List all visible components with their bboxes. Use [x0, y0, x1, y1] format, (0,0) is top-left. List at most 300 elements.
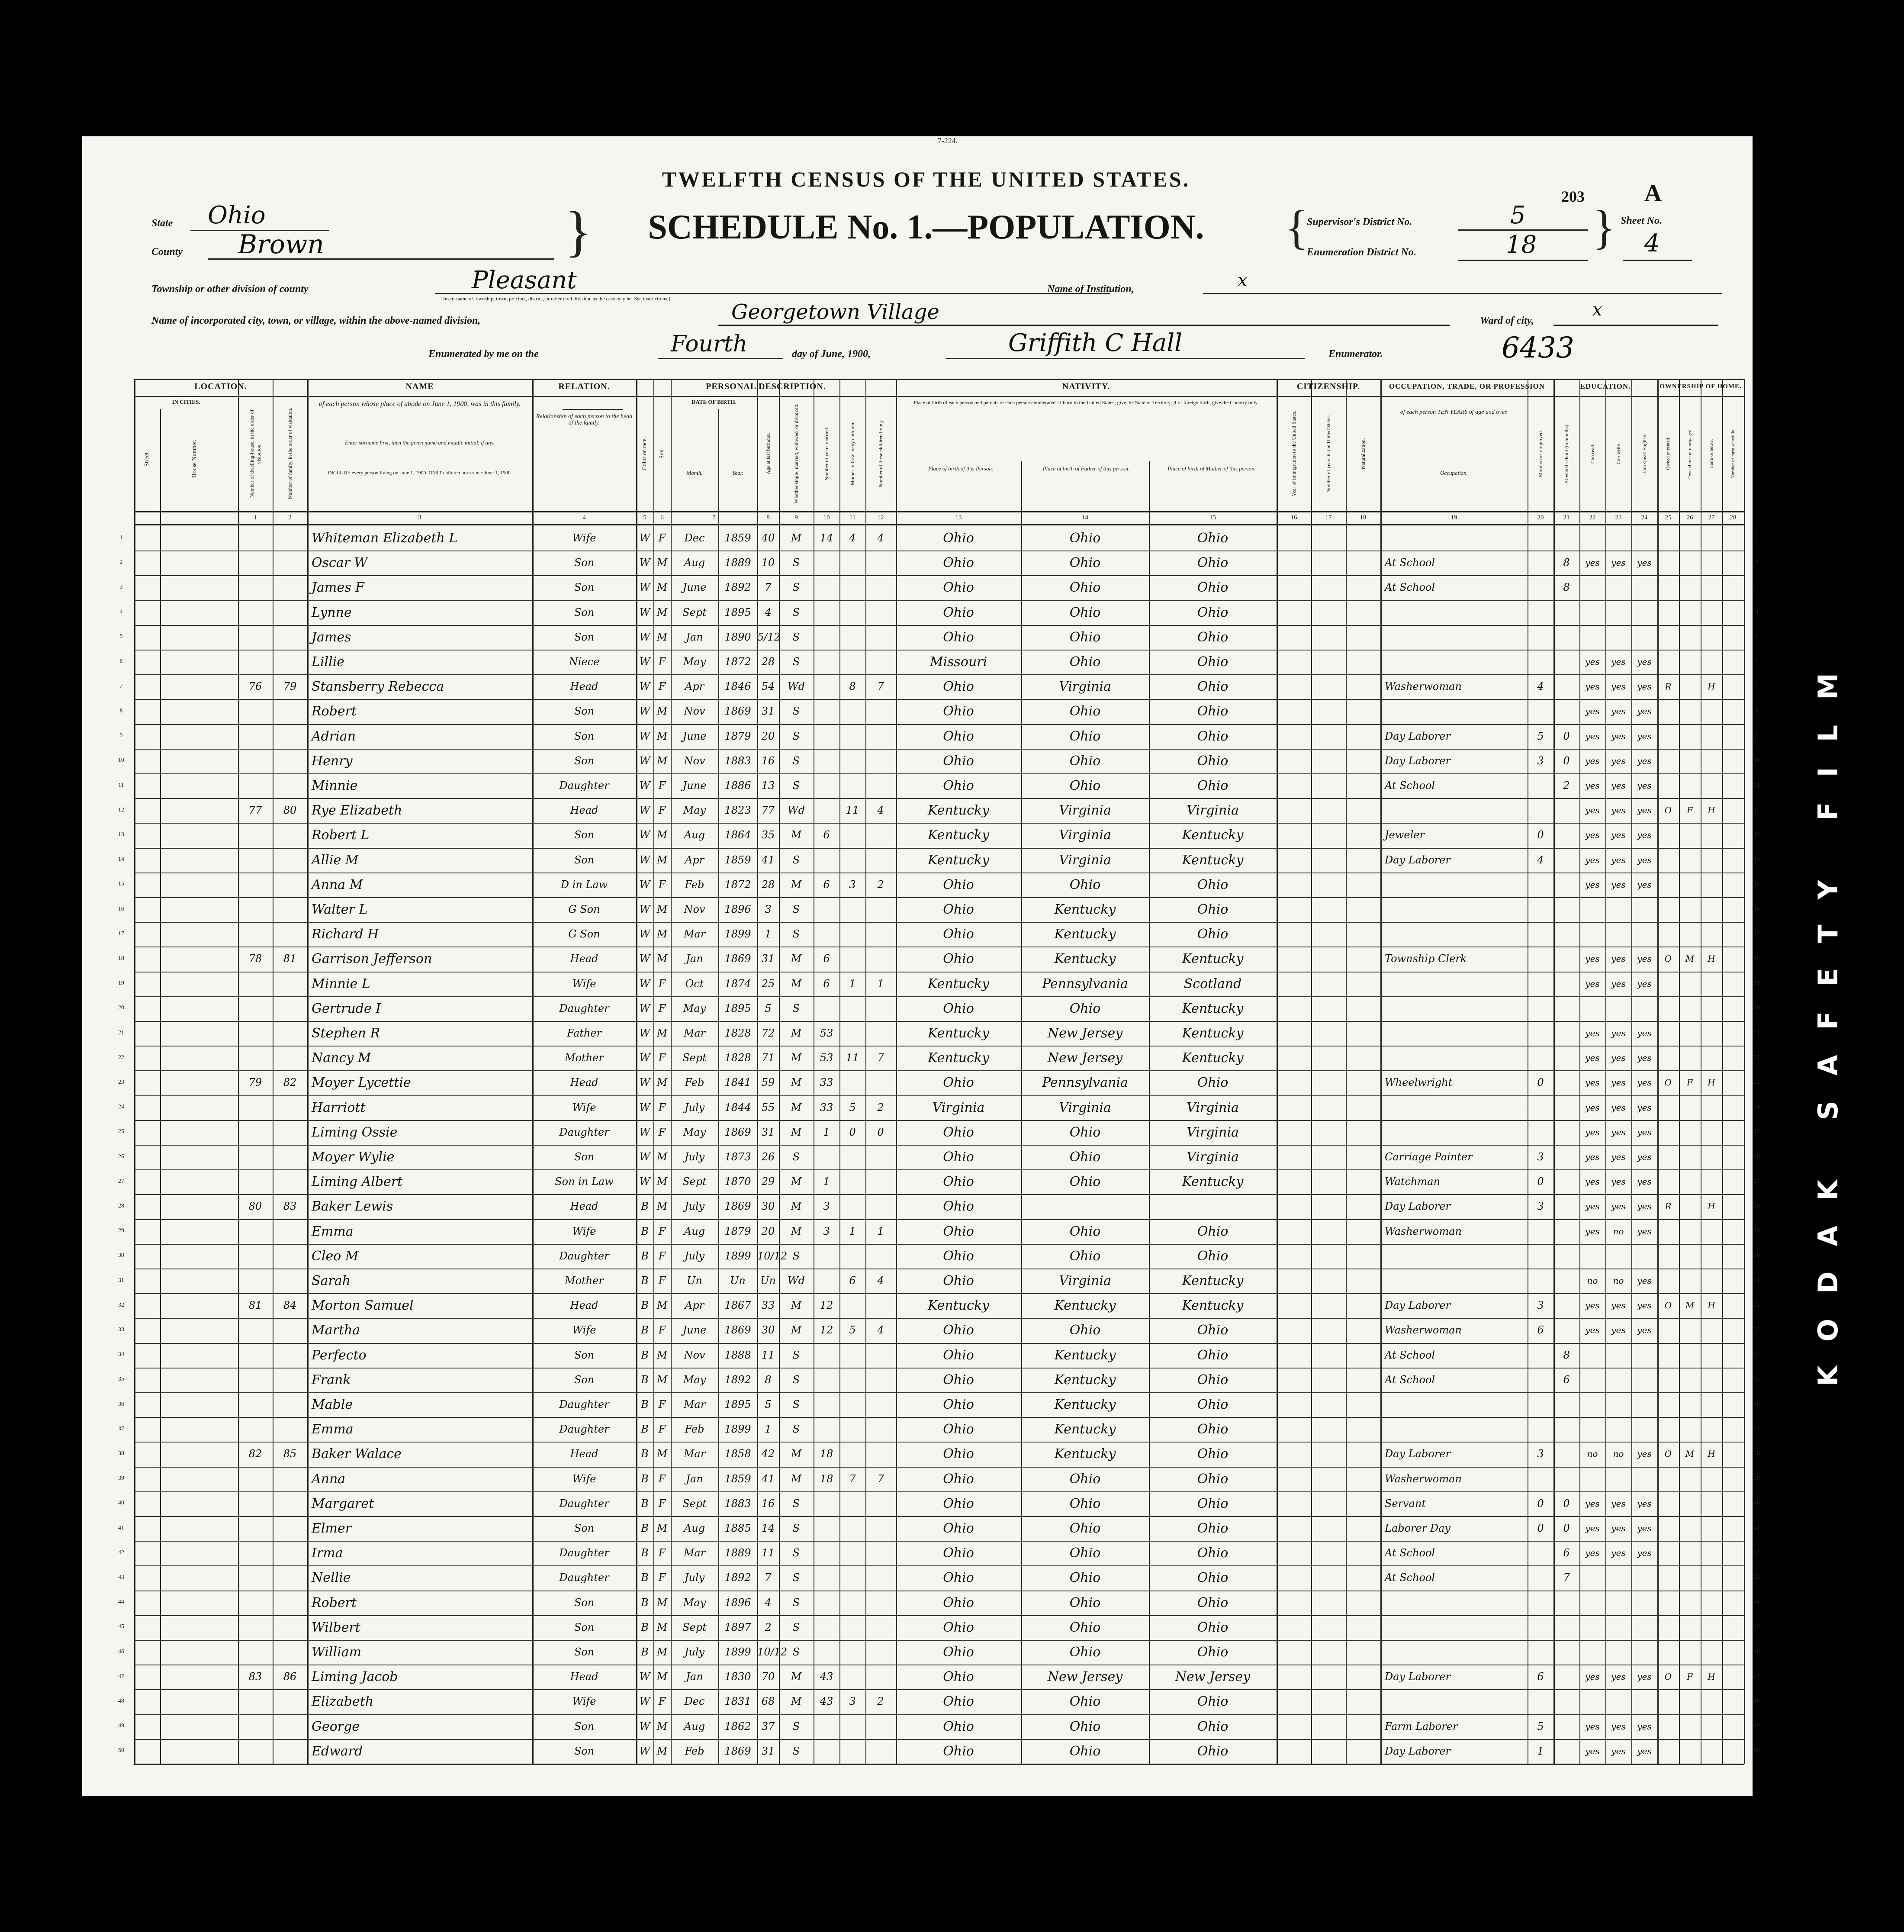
cell-birth-father: Ohio: [1069, 1001, 1101, 1016]
cell-month: Aug: [684, 1522, 705, 1534]
cell-english: [1631, 1615, 1657, 1640]
cell-family: 80: [283, 804, 297, 817]
line-number: 6: [119, 658, 123, 665]
cell-age: 16: [761, 754, 775, 767]
cell-owned: [1657, 1046, 1679, 1070]
cell-owned: [1657, 773, 1679, 798]
table-row: [82, 1640, 1753, 1665]
cell-living: 7: [877, 1472, 884, 1485]
cell-sex: F: [658, 1324, 666, 1336]
cell-farm: [1701, 1368, 1722, 1392]
cell-free: [1679, 1714, 1701, 1739]
cell-year: 1859: [724, 1472, 751, 1485]
cell-birth-mother: Virginia: [1187, 1150, 1239, 1165]
cell-owned: [1657, 1739, 1679, 1764]
cell-relation: Daughter: [559, 1571, 609, 1584]
cell-yrs-married: [814, 1565, 839, 1590]
cell-mother-of: [839, 1739, 865, 1764]
cell-relation: Son: [574, 557, 595, 569]
cell-school: 0: [1563, 730, 1570, 742]
cell-family: [273, 972, 307, 996]
cell-marital: S: [792, 1373, 800, 1386]
cell-write: [1605, 1343, 1631, 1368]
cell-year: 1869: [724, 953, 751, 965]
cell-month: May: [683, 1596, 706, 1609]
cell-name: Rye Elizabeth: [312, 803, 402, 818]
cell-free: [1679, 1491, 1701, 1516]
line-number: 16: [1754, 905, 1760, 912]
cell-name: Anna: [312, 1471, 346, 1487]
film-edge-text: KODAK SAFETY FILM: [1812, 648, 1844, 1386]
cell-write: yes: [1611, 1721, 1626, 1732]
cell-free: [1679, 1640, 1701, 1665]
cell-school: [1553, 848, 1579, 873]
cell-birth-person: Ohio: [943, 629, 974, 645]
cell-school: [1553, 947, 1579, 971]
cell-birth-mother: Kentucky: [1182, 828, 1244, 843]
cell-relation: Son: [574, 1621, 595, 1633]
table-row: [82, 724, 1753, 749]
cell-dwelling: [238, 1565, 273, 1590]
cell-dwelling: [238, 773, 273, 798]
cell-month: Feb: [685, 1745, 704, 1757]
cell-marital: M: [791, 1027, 802, 1039]
line-number: 15: [118, 881, 124, 888]
cell-school: 2: [1563, 779, 1570, 792]
cell-owned: [1657, 1244, 1679, 1269]
cell-age: 72: [761, 1027, 775, 1039]
cell-relation: Wife: [572, 1695, 596, 1708]
line-number: 43: [1754, 1574, 1760, 1581]
cell-family: [273, 1491, 307, 1516]
cell-color: W: [639, 631, 650, 643]
cell-write: [1605, 1615, 1631, 1640]
cell-yrs-married: 1: [823, 1175, 830, 1188]
cell-living: [865, 1541, 896, 1565]
line-number: 4: [1755, 609, 1759, 615]
cell-birth-person: Ohio: [943, 1273, 974, 1288]
cell-school: [1553, 1318, 1579, 1343]
cell-free: [1679, 1689, 1701, 1714]
cell-free: [1679, 600, 1701, 625]
cell-write: yes: [1611, 1127, 1626, 1137]
cell-relation: Head: [570, 953, 598, 965]
cell-write: [1605, 1368, 1631, 1392]
cell-free: [1679, 1343, 1701, 1368]
cell-english: yes: [1637, 1077, 1652, 1088]
column-number: 6: [660, 514, 664, 521]
cell-family: [273, 1021, 307, 1046]
cell-farm: [1701, 1169, 1722, 1194]
cell-months-unemployed: [1528, 996, 1553, 1021]
cell-age: 13: [761, 779, 775, 792]
cell-read: yes: [1585, 1721, 1600, 1732]
cell-write: yes: [1611, 1300, 1626, 1311]
cell-month: June: [682, 1324, 707, 1336]
cell-marital: S: [792, 853, 800, 866]
cell-read: yes: [1585, 1325, 1600, 1336]
cell-name: Oscar W: [312, 555, 368, 571]
group-ownership: OWNERSHIP OF HOME.: [1660, 383, 1742, 390]
cell-occupation: Day Laborer: [1385, 1448, 1451, 1460]
table-row: [82, 650, 1753, 674]
cell-family: [273, 749, 307, 773]
cell-birth-father: Ohio: [1069, 704, 1101, 719]
cell-year: 1879: [724, 730, 751, 742]
cell-months-unemployed: [1528, 1467, 1553, 1491]
line-number: 22: [118, 1054, 124, 1061]
cell-mother-of: 3: [849, 878, 856, 891]
cell-marital: M: [791, 1200, 802, 1213]
column-number: 27: [1708, 514, 1715, 521]
cell-farm: [1701, 972, 1722, 996]
cell-birth-mother: Kentucky: [1182, 1273, 1244, 1288]
cell-dwelling: [238, 996, 273, 1021]
cell-family: [273, 1541, 307, 1565]
cell-month: Nov: [684, 705, 705, 718]
cell-color: W: [639, 606, 650, 618]
table-row: [82, 1565, 1753, 1590]
cell-birth-father: Virginia: [1059, 1273, 1111, 1288]
cell-read: yes: [1585, 1498, 1600, 1509]
table-row: [82, 823, 1753, 847]
cell-write: yes: [1611, 731, 1626, 741]
cell-year: 1885: [724, 1522, 751, 1534]
line-number: 15: [1754, 881, 1760, 888]
cell-birth-mother: Ohio: [1197, 1694, 1229, 1710]
cell-family: [273, 1739, 307, 1764]
cell-yrs-married: 1: [823, 1126, 830, 1138]
cell-owned: [1657, 699, 1679, 724]
cell-owned: [1657, 1392, 1679, 1417]
cell-name: Emma: [312, 1422, 354, 1437]
cell-color: B: [641, 1225, 649, 1237]
cell-farm: [1701, 600, 1722, 625]
cell-dwelling: [238, 823, 273, 847]
cell-year: 1846: [724, 680, 751, 693]
cell-living: [865, 1368, 896, 1392]
cell-birth-mother: Ohio: [1197, 704, 1229, 719]
cell-living: [865, 724, 896, 749]
cell-living: [865, 1145, 896, 1169]
cell-birth-person: Ohio: [943, 1446, 974, 1462]
cell-month: Sept: [682, 1497, 707, 1510]
cell-farm: [1701, 1516, 1722, 1541]
cell-family: [273, 699, 307, 724]
cell-family: [273, 600, 307, 625]
cell-dwelling: [238, 1467, 273, 1491]
cell-relation: Daughter: [559, 1398, 609, 1410]
cell-free: [1679, 1169, 1701, 1194]
cell-occupation: At School: [1385, 1547, 1435, 1559]
cell-family: [273, 1145, 307, 1169]
cell-sex: F: [658, 1571, 666, 1584]
line-number: 44: [1754, 1599, 1760, 1606]
cell-owned: [1657, 1541, 1679, 1565]
cell-school: [1553, 1665, 1579, 1689]
cell-farm: [1701, 575, 1722, 600]
cell-read: [1579, 1689, 1605, 1714]
cell-birth-person: Ohio: [943, 1595, 974, 1610]
line-number: 47: [118, 1673, 124, 1680]
cell-read: [1579, 1244, 1605, 1269]
cell-family: [273, 1269, 307, 1293]
sub-children-living: Number of these children living.: [878, 419, 884, 488]
cell-birth-father: Ohio: [1069, 1694, 1101, 1710]
column-number: 20: [1537, 514, 1544, 521]
cell-relation: Son: [574, 606, 595, 618]
cell-sex: M: [656, 1299, 668, 1312]
cell-marital: M: [791, 878, 802, 891]
line-number: 40: [1754, 1500, 1760, 1507]
cell-owned: [1657, 1714, 1679, 1739]
cell-occupation: [1380, 1591, 1528, 1615]
cell-farm: [1701, 897, 1722, 922]
cell-year: 1858: [724, 1448, 751, 1460]
cell-living: [865, 600, 896, 625]
cell-age: 54: [761, 680, 775, 693]
cell-color: W: [639, 928, 650, 940]
cell-occupation: Washerwoman: [1385, 1225, 1462, 1237]
cell-months-unemployed: [1528, 1615, 1553, 1640]
column-number: 23: [1615, 514, 1622, 521]
cell-months-unemployed: [1528, 600, 1553, 625]
cell-english: yes: [1637, 557, 1652, 568]
cell-english: yes: [1637, 953, 1652, 964]
cell-school: [1553, 1095, 1579, 1120]
cell-write: yes: [1611, 978, 1626, 989]
sub-owned-rented: Owned or rented.: [1666, 437, 1671, 470]
cell-write: yes: [1611, 879, 1626, 890]
cell-year: 1895: [724, 606, 751, 618]
cell-owned: [1657, 1689, 1679, 1714]
cell-living: [865, 551, 896, 575]
cell-mother-of: [839, 1244, 865, 1269]
cell-birth-person: Ohio: [943, 1001, 974, 1016]
cell-yrs-married: [814, 848, 839, 873]
cell-age: 33: [761, 1299, 775, 1312]
cell-color: W: [639, 1671, 650, 1683]
cell-birth-father: Ohio: [1069, 1323, 1101, 1338]
cell-school: [1553, 823, 1579, 847]
sub-marital: Whether single, married, widowed, or divorced.: [793, 403, 799, 504]
cell-family: 81: [283, 953, 297, 965]
cell-year: 1892: [724, 1571, 751, 1584]
cell-birth-mother: Ohio: [1197, 605, 1229, 620]
cell-dwelling: [238, 873, 273, 897]
cell-name: Walter L: [312, 902, 368, 917]
cell-write: yes: [1611, 755, 1626, 766]
cell-age: 31: [761, 953, 775, 965]
line-number: 39: [1754, 1475, 1760, 1482]
cell-farm: [1701, 1318, 1722, 1343]
cell-farm: [1701, 1467, 1722, 1491]
cell-english: yes: [1637, 805, 1652, 816]
cell-birth-person: Ohio: [943, 1347, 974, 1363]
cell-birth-person: Ohio: [943, 927, 974, 942]
cell-free: [1679, 972, 1701, 996]
cell-month: May: [683, 804, 706, 817]
cell-living: [865, 1293, 896, 1318]
cell-year: 1823: [724, 804, 751, 817]
cell-name: Liming Ossie: [312, 1124, 398, 1140]
cell-free: [1679, 1516, 1701, 1541]
cell-color: W: [639, 1745, 650, 1757]
cell-mother-of: [839, 897, 865, 922]
sub-year: Year.: [732, 470, 743, 476]
cell-sex: F: [658, 1547, 666, 1559]
cell-year: 1869: [724, 1324, 751, 1336]
table-row: [82, 1145, 1753, 1169]
cell-dwelling: [238, 1491, 273, 1516]
cell-year: 1890: [724, 631, 751, 643]
line-number: 11: [118, 782, 124, 789]
sub-birth-person: Place of birth of this Person.: [928, 465, 994, 472]
cell-farm: [1701, 1120, 1722, 1145]
cell-english: yes: [1637, 1275, 1652, 1286]
cell-owned: [1657, 996, 1679, 1021]
table-row: [82, 1417, 1753, 1442]
cell-birth-father: New Jersey: [1047, 1669, 1123, 1685]
line-number: 37: [118, 1425, 124, 1432]
line-number: 1: [1755, 534, 1759, 541]
cell-relation: Son: [574, 829, 595, 841]
cell-owned: [1657, 749, 1679, 773]
cell-sex: M: [656, 1621, 668, 1633]
cell-months-unemployed: 4: [1537, 853, 1544, 866]
cell-dwelling: [238, 1714, 273, 1739]
cell-mother-of: [839, 1368, 865, 1392]
cell-read: yes: [1585, 1523, 1600, 1533]
cell-year: Un: [730, 1275, 746, 1287]
cell-marital: Wd: [787, 804, 805, 817]
sub-can-speak-english: Can speak English.: [1641, 433, 1647, 474]
cell-yrs-married: [814, 1244, 839, 1269]
cell-month: Aug: [684, 557, 705, 569]
ward-value: x: [1592, 300, 1602, 320]
cell-age: 1: [765, 928, 772, 940]
table-row: [82, 1244, 1753, 1269]
cell-mother-of: 8: [849, 680, 856, 693]
cell-read: yes: [1585, 557, 1600, 568]
cell-sex: F: [658, 1472, 666, 1485]
cell-color: W: [639, 1052, 650, 1064]
cell-relation: Wife: [572, 1324, 596, 1336]
cell-read: [1579, 1343, 1605, 1368]
cell-name: Irma: [312, 1546, 343, 1561]
census-sheet: [82, 136, 1760, 1796]
cell-month: Mar: [683, 1448, 706, 1460]
cell-age: 59: [761, 1076, 775, 1089]
cell-months-unemployed: 5: [1537, 1720, 1544, 1732]
cell-birth-mother: [1149, 1194, 1277, 1219]
cell-relation: Son: [574, 631, 595, 643]
cell-farm: [1701, 1739, 1722, 1764]
cell-month: Oct: [685, 977, 704, 990]
cell-birth-mother: Ohio: [1197, 753, 1229, 769]
cell-birth-mother: Kentucky: [1182, 951, 1244, 967]
cell-english: yes: [1637, 879, 1652, 890]
cell-english: yes: [1637, 1127, 1652, 1137]
cell-name: Robert L: [312, 828, 370, 843]
cell-family: [273, 1219, 307, 1244]
cell-birth-person: Ohio: [943, 1546, 974, 1561]
cell-birth-mother: Ohio: [1197, 1471, 1229, 1487]
cell-family: [273, 1615, 307, 1640]
cell-english: yes: [1637, 1449, 1652, 1459]
cell-mother-of: [839, 699, 865, 724]
cell-yrs-married: 3: [823, 1225, 830, 1237]
cell-english: [1631, 526, 1657, 551]
cell-free: [1679, 575, 1701, 600]
cell-marital: S: [792, 1423, 800, 1436]
cell-free: [1679, 773, 1701, 798]
cell-color: B: [641, 1349, 649, 1361]
cell-birth-mother: Ohio: [1197, 1645, 1229, 1660]
line-number: 5: [119, 633, 123, 640]
cell-farm: H: [1708, 1201, 1715, 1212]
cell-relation: Daughter: [559, 779, 609, 792]
column-number: 17: [1325, 514, 1332, 521]
cell-family: [273, 1714, 307, 1739]
cell-write: yes: [1611, 1523, 1626, 1533]
cell-read: [1579, 1417, 1605, 1442]
table-row: [82, 1070, 1753, 1095]
cell-name: Robert: [312, 704, 357, 719]
cell-month: Apr: [685, 1299, 704, 1312]
cell-living: 1: [877, 977, 884, 990]
cell-owned: O: [1664, 1671, 1672, 1682]
brace: {: [1285, 201, 1308, 254]
cell-relation: Son: [574, 1373, 595, 1386]
cell-yrs-married: [814, 674, 839, 699]
cell-school: [1553, 1615, 1579, 1640]
cell-age: 8: [765, 1373, 772, 1386]
cell-school: [1553, 873, 1579, 897]
cell-dwelling: [238, 1417, 273, 1442]
cell-yrs-married: [814, 699, 839, 724]
cell-write: [1605, 922, 1631, 947]
cell-family: [273, 1318, 307, 1343]
cell-occupation: Day Laborer: [1385, 730, 1451, 742]
cell-occupation: [1380, 1269, 1528, 1293]
cell-relation: Daughter: [559, 1002, 609, 1014]
cell-marital: S: [792, 1596, 800, 1609]
cell-name: Edward: [312, 1743, 363, 1759]
cell-name: Minnie L: [312, 976, 370, 992]
cell-school: [1553, 1417, 1579, 1442]
table-row: [82, 947, 1753, 971]
cell-sex: F: [658, 1002, 666, 1014]
cell-living: [865, 1565, 896, 1590]
cell-living: [865, 1194, 896, 1219]
cell-farm: [1701, 1343, 1722, 1368]
cell-months-unemployed: [1528, 526, 1553, 551]
cell-family: [273, 575, 307, 600]
enum-district-label: Enumeration District No.: [1307, 247, 1416, 258]
cell-sex: F: [658, 977, 666, 990]
table-row: [82, 551, 1753, 575]
cell-yrs-married: 14: [820, 532, 833, 544]
sub-name-incl: INCLUDE every person living on June 1, 1900. OMIT children born since June 1, 1900.: [328, 470, 512, 476]
cell-dwelling: [238, 1046, 273, 1070]
cell-marital: M: [791, 1052, 802, 1064]
table-row: [82, 996, 1753, 1021]
cell-color: B: [641, 1249, 649, 1262]
group-education: EDUCATION.: [1580, 382, 1631, 390]
line-number: 10: [1754, 757, 1760, 764]
cell-read: yes: [1585, 1201, 1600, 1212]
